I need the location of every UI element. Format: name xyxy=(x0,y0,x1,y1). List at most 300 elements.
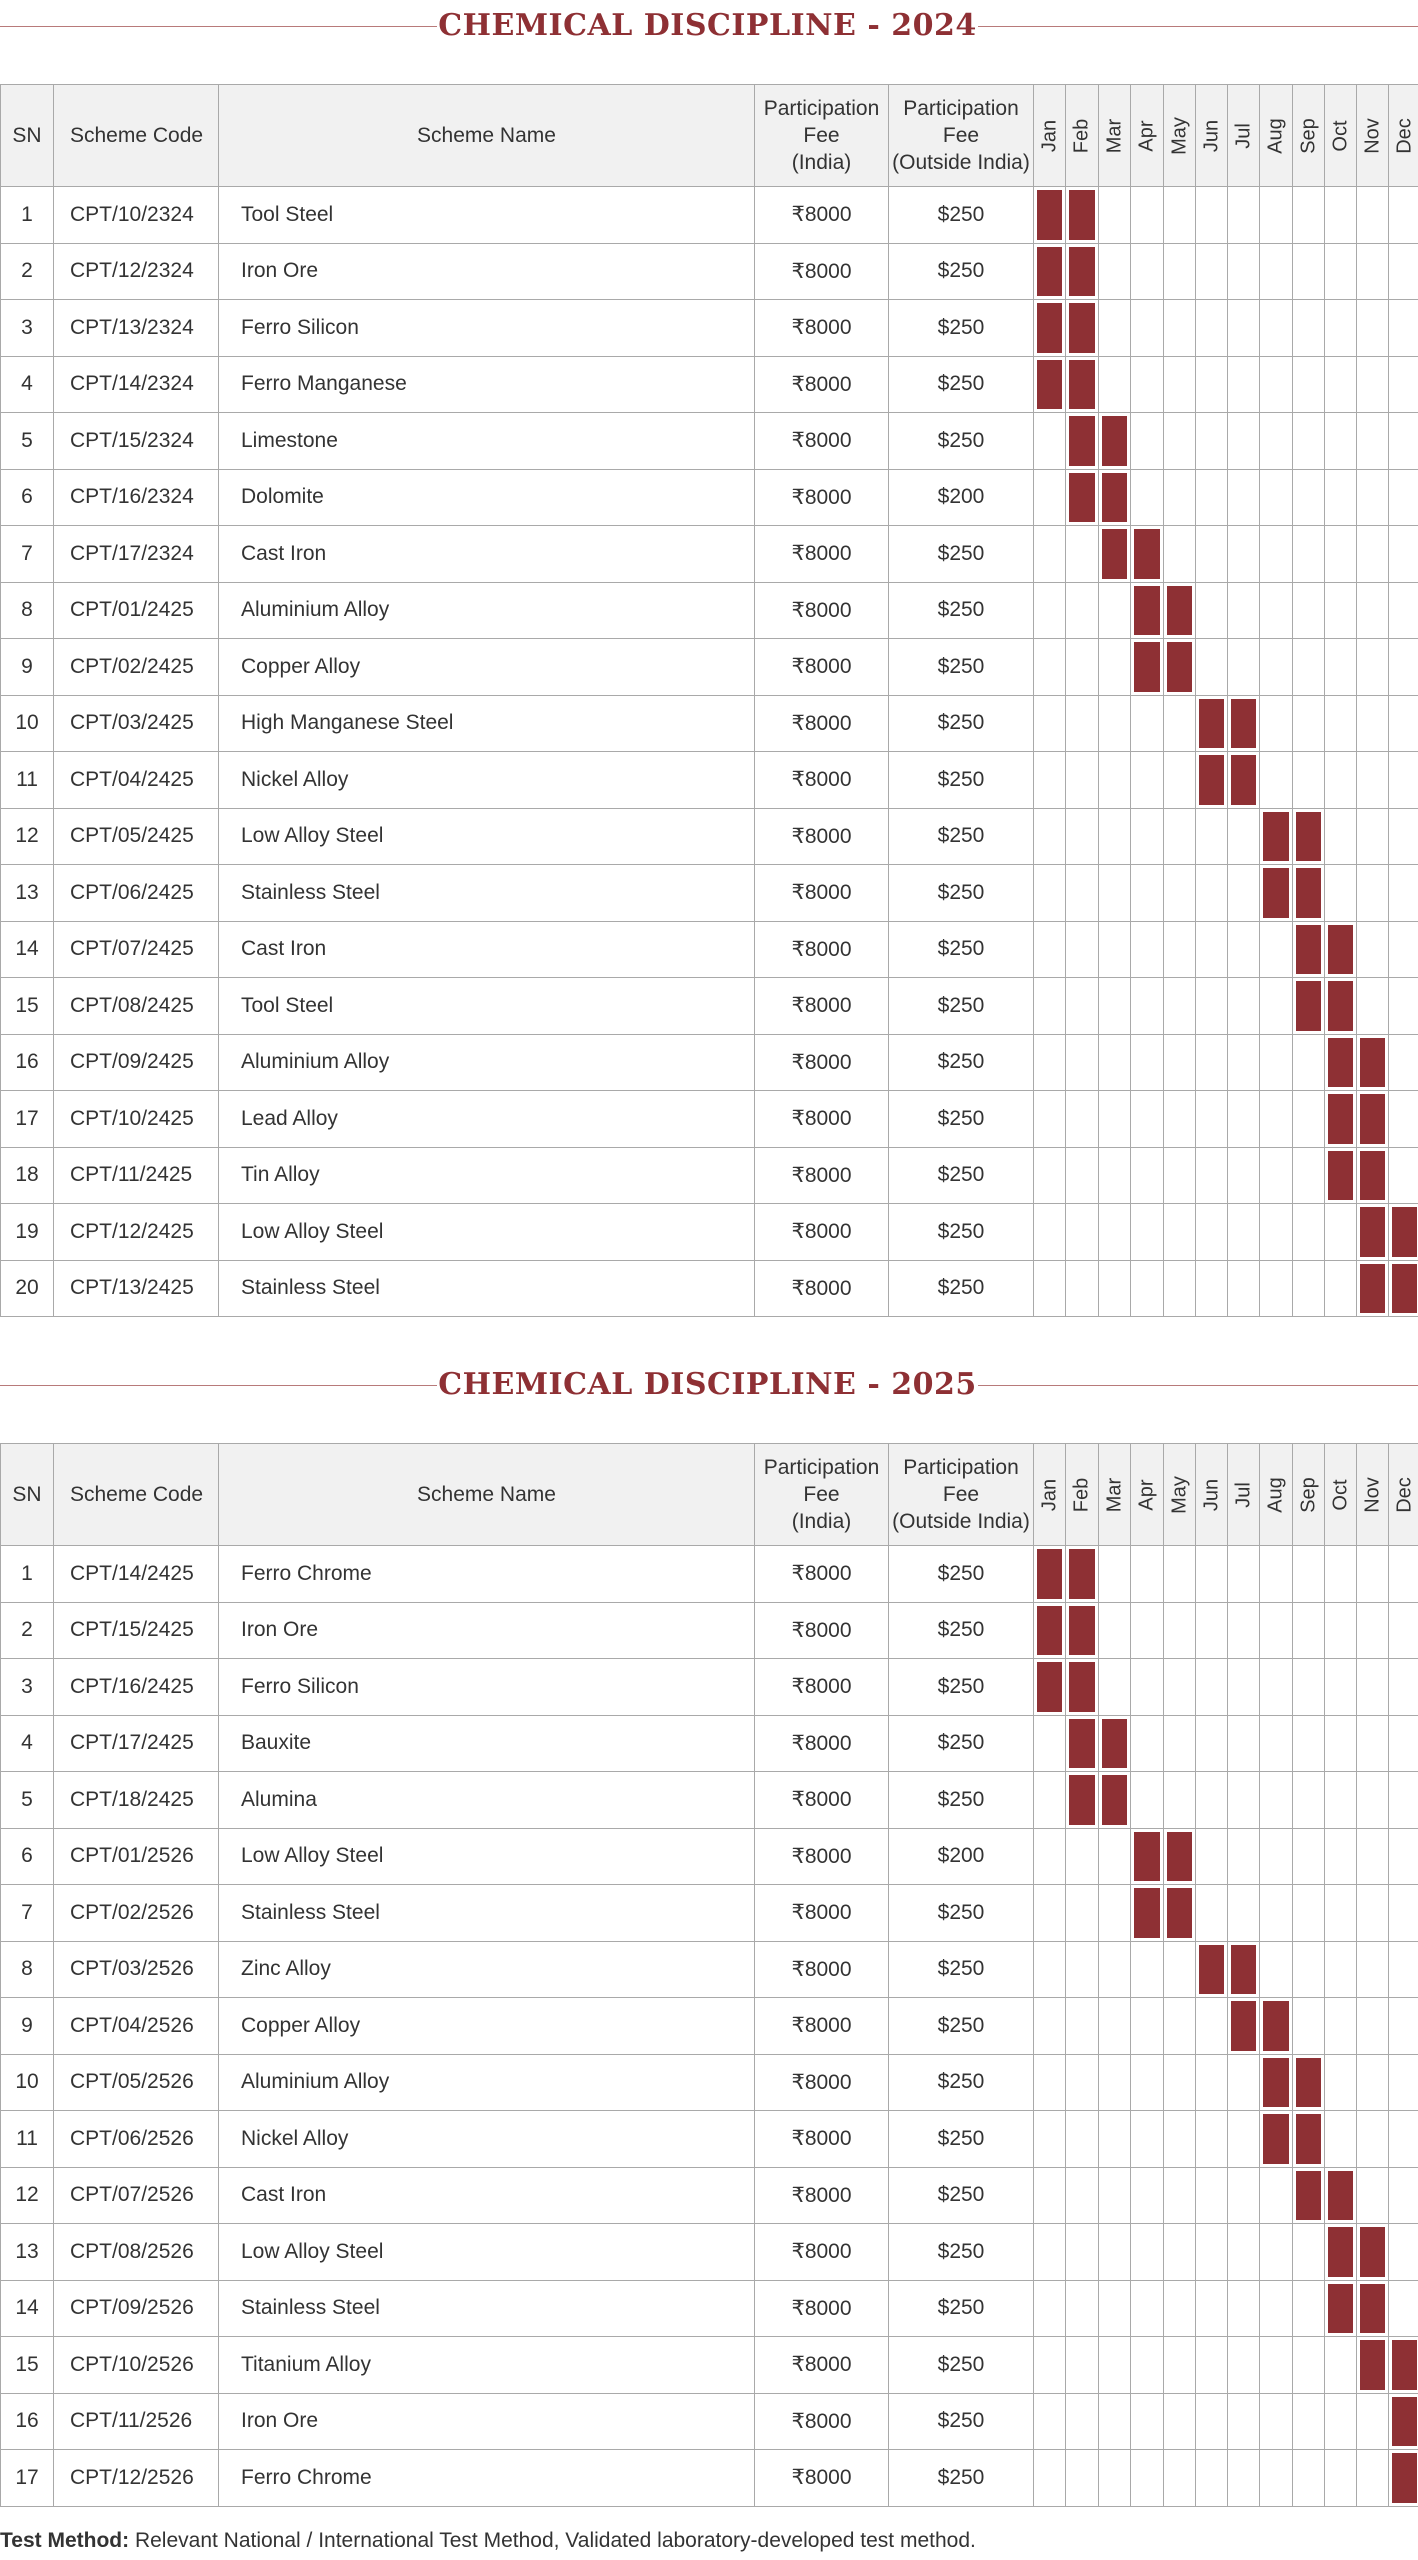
cell-fee-outside: $250 xyxy=(889,356,1034,413)
cell-month-jul xyxy=(1228,1260,1260,1317)
cell-scheme-name: Tool Steel xyxy=(219,978,755,1035)
cell-month-jun xyxy=(1196,2450,1228,2507)
cell-month-dec xyxy=(1389,1998,1418,2055)
cell-scheme-code: CPT/08/2526 xyxy=(54,2224,219,2281)
cell-month-sep xyxy=(1293,1147,1325,1204)
table-row xyxy=(1,2224,1418,2281)
schedule-marker xyxy=(1069,247,1095,297)
cell-month-may xyxy=(1164,921,1196,978)
cell-month-apr xyxy=(1131,1091,1164,1148)
cell-scheme-name: Alumina xyxy=(219,1772,755,1829)
cell-month-sep xyxy=(1293,2111,1325,2168)
cell-month-dec xyxy=(1389,1772,1418,1829)
cell-fee-india: ₹8000 xyxy=(755,978,889,1035)
cell-month-oct xyxy=(1325,187,1357,244)
cell-month-jun xyxy=(1196,1941,1228,1998)
table-row xyxy=(1,356,1418,413)
cell-month-dec xyxy=(1389,1147,1418,1204)
cell-month-nov xyxy=(1357,187,1389,244)
cell-month-sep xyxy=(1293,808,1325,865)
col-header-month-apr xyxy=(1131,1444,1164,1546)
cell-month-may xyxy=(1164,1941,1196,1998)
cell-scheme-code: CPT/05/2526 xyxy=(54,2054,219,2111)
cell-month-nov xyxy=(1357,469,1389,526)
cell-month-may xyxy=(1164,865,1196,922)
cell-month-sep xyxy=(1293,2337,1325,2394)
cell-sn: 14 xyxy=(1,2280,54,2337)
cell-month-oct xyxy=(1325,639,1357,696)
cell-month-feb xyxy=(1066,243,1099,300)
cell-fee-outside: $250 xyxy=(889,752,1034,809)
cell-month-apr xyxy=(1131,695,1164,752)
cell-month-jul xyxy=(1228,1998,1260,2055)
cell-month-jan xyxy=(1034,1998,1066,2055)
cell-month-jul xyxy=(1228,921,1260,978)
schedule-marker xyxy=(1360,2340,1385,2390)
cell-scheme-code: CPT/12/2425 xyxy=(54,1204,219,1261)
table-row xyxy=(1,2450,1418,2507)
cell-month-dec xyxy=(1389,356,1418,413)
cell-month-jun xyxy=(1196,356,1228,413)
cell-month-may xyxy=(1164,582,1196,639)
cell-month-jan xyxy=(1034,1659,1066,1716)
header-rule-right xyxy=(978,26,1418,27)
cell-month-may xyxy=(1164,413,1196,470)
cell-month-aug xyxy=(1260,2393,1293,2450)
cell-sn: 17 xyxy=(1,1091,54,1148)
cell-month-nov xyxy=(1357,2337,1389,2394)
cell-sn: 1 xyxy=(1,1546,54,1603)
header-line: Participation xyxy=(763,97,880,120)
col-header-month-oct xyxy=(1325,1444,1357,1546)
cell-month-apr xyxy=(1131,2450,1164,2507)
schedule-marker xyxy=(1360,2227,1385,2277)
cell-month-jul xyxy=(1228,2054,1260,2111)
col-header-month-jun xyxy=(1196,85,1228,187)
cell-month-nov xyxy=(1357,2224,1389,2281)
schedule-marker xyxy=(1134,1888,1160,1938)
schedule-marker xyxy=(1134,1832,1160,1882)
cell-month-jun xyxy=(1196,808,1228,865)
cell-month-feb xyxy=(1066,1546,1099,1603)
cell-month-jun xyxy=(1196,526,1228,583)
cell-month-nov xyxy=(1357,2280,1389,2337)
table-row xyxy=(1,243,1418,300)
col-header-month-feb xyxy=(1066,1444,1099,1546)
cell-scheme-name: Nickel Alloy xyxy=(219,752,755,809)
month-label: May xyxy=(1168,116,1190,155)
month-label: Oct xyxy=(1329,1478,1351,1511)
cell-month-oct xyxy=(1325,243,1357,300)
cell-sn: 1 xyxy=(1,187,54,244)
cell-sn: 7 xyxy=(1,1885,54,1942)
cell-month-feb xyxy=(1066,2337,1099,2394)
cell-scheme-code: CPT/02/2526 xyxy=(54,1885,219,1942)
cell-month-sep xyxy=(1293,1998,1325,2055)
schedule-marker xyxy=(1037,1662,1062,1712)
cell-fee-outside: $250 xyxy=(889,2393,1034,2450)
cell-month-aug xyxy=(1260,469,1293,526)
cell-month-oct xyxy=(1325,1828,1357,1885)
schedule-marker xyxy=(1360,1094,1385,1144)
cell-month-jul xyxy=(1228,639,1260,696)
cell-month-dec xyxy=(1389,1659,1418,1716)
cell-month-mar xyxy=(1099,1885,1131,1942)
cell-month-apr xyxy=(1131,1828,1164,1885)
schedule-marker xyxy=(1296,868,1321,918)
schedule-marker xyxy=(1069,360,1095,410)
cell-month-may xyxy=(1164,808,1196,865)
header-row xyxy=(1,1444,1418,1546)
cell-month-may xyxy=(1164,1034,1196,1091)
cell-sn: 17 xyxy=(1,2450,54,2507)
schedule-marker xyxy=(1069,473,1095,523)
cell-month-feb xyxy=(1066,582,1099,639)
cell-sn: 13 xyxy=(1,865,54,922)
cell-scheme-code: CPT/09/2526 xyxy=(54,2280,219,2337)
cell-fee-india: ₹8000 xyxy=(755,1715,889,1772)
cell-month-sep xyxy=(1293,1828,1325,1885)
cell-scheme-code: CPT/13/2425 xyxy=(54,1260,219,1317)
cell-month-jan xyxy=(1034,356,1066,413)
cell-month-aug xyxy=(1260,1772,1293,1829)
cell-fee-india: ₹8000 xyxy=(755,865,889,922)
cell-month-jan xyxy=(1034,2393,1066,2450)
cell-scheme-code: CPT/07/2425 xyxy=(54,921,219,978)
cell-scheme-name: Stainless Steel xyxy=(219,2280,755,2337)
cell-month-jul xyxy=(1228,526,1260,583)
cell-fee-outside: $250 xyxy=(889,978,1034,1035)
header-line: (India) xyxy=(791,1510,852,1533)
cell-month-jun xyxy=(1196,2167,1228,2224)
cell-sn: 10 xyxy=(1,695,54,752)
cell-month-jun xyxy=(1196,1715,1228,1772)
cell-month-aug xyxy=(1260,1034,1293,1091)
cell-month-feb xyxy=(1066,865,1099,922)
table-row xyxy=(1,865,1418,922)
header-line: Fee xyxy=(942,1483,980,1506)
col-header-scheme-name: Scheme Name xyxy=(219,85,755,187)
cell-month-apr xyxy=(1131,1998,1164,2055)
col-header-fee-outside xyxy=(889,1444,1034,1546)
cell-month-aug xyxy=(1260,1941,1293,1998)
section-title: CHEMICAL DISCIPLINE - 2024 xyxy=(438,8,977,43)
cell-month-jan xyxy=(1034,2337,1066,2394)
cell-month-may xyxy=(1164,1091,1196,1148)
cell-month-mar xyxy=(1099,2280,1131,2337)
cell-month-nov xyxy=(1357,1772,1389,1829)
cell-month-feb xyxy=(1066,1885,1099,1942)
cell-month-mar xyxy=(1099,526,1131,583)
cell-fee-outside: $250 xyxy=(889,413,1034,470)
cell-month-may xyxy=(1164,1715,1196,1772)
cell-month-oct xyxy=(1325,469,1357,526)
cell-month-may xyxy=(1164,639,1196,696)
header-row xyxy=(1,85,1418,187)
cell-month-jul xyxy=(1228,2393,1260,2450)
cell-sn: 6 xyxy=(1,469,54,526)
cell-month-apr xyxy=(1131,808,1164,865)
cell-month-aug xyxy=(1260,1715,1293,1772)
cell-fee-outside: $250 xyxy=(889,582,1034,639)
schedule-marker xyxy=(1328,1094,1353,1144)
cell-month-aug xyxy=(1260,1091,1293,1148)
table-row xyxy=(1,1204,1418,1261)
month-label: Jun xyxy=(1200,119,1222,152)
cell-month-feb xyxy=(1066,1659,1099,1716)
col-header-month-feb xyxy=(1066,85,1099,187)
cell-month-apr xyxy=(1131,752,1164,809)
cell-month-dec xyxy=(1389,1828,1418,1885)
cell-month-aug xyxy=(1260,2111,1293,2168)
cell-month-jul xyxy=(1228,413,1260,470)
cell-month-apr xyxy=(1131,921,1164,978)
month-label: Sep xyxy=(1297,1476,1319,1513)
cell-month-aug xyxy=(1260,1659,1293,1716)
cell-month-oct xyxy=(1325,356,1357,413)
cell-month-mar xyxy=(1099,187,1131,244)
cell-scheme-name: Copper Alloy xyxy=(219,639,755,696)
cell-scheme-name: Iron Ore xyxy=(219,1602,755,1659)
cell-month-may xyxy=(1164,243,1196,300)
cell-scheme-name: Lead Alloy xyxy=(219,1091,755,1148)
cell-month-dec xyxy=(1389,2111,1418,2168)
cell-month-mar xyxy=(1099,413,1131,470)
cell-month-jan xyxy=(1034,695,1066,752)
table-row xyxy=(1,2167,1418,2224)
cell-fee-india: ₹8000 xyxy=(755,413,889,470)
cell-month-sep xyxy=(1293,2393,1325,2450)
cell-fee-outside: $250 xyxy=(889,1715,1034,1772)
schedule-marker xyxy=(1263,2001,1289,2051)
section-header-2025 xyxy=(0,1359,1418,1411)
cell-month-feb xyxy=(1066,1998,1099,2055)
cell-fee-india: ₹8000 xyxy=(755,187,889,244)
header-line: Participation xyxy=(903,97,1019,120)
cell-month-apr xyxy=(1131,1147,1164,1204)
cell-scheme-name: Cast Iron xyxy=(219,2167,755,2224)
cell-month-jan xyxy=(1034,2450,1066,2507)
cell-month-may xyxy=(1164,2054,1196,2111)
cell-month-jul xyxy=(1228,1546,1260,1603)
cell-month-apr xyxy=(1131,1260,1164,1317)
cell-month-feb xyxy=(1066,1772,1099,1829)
cell-month-jan xyxy=(1034,1204,1066,1261)
cell-month-nov xyxy=(1357,356,1389,413)
cell-fee-india: ₹8000 xyxy=(755,808,889,865)
cell-sn: 4 xyxy=(1,356,54,413)
cell-month-dec xyxy=(1389,639,1418,696)
table-row xyxy=(1,695,1418,752)
schedule-marker xyxy=(1296,812,1321,862)
cell-month-apr xyxy=(1131,2337,1164,2394)
cell-month-jun xyxy=(1196,2280,1228,2337)
cell-month-jul xyxy=(1228,2167,1260,2224)
schedule-marker xyxy=(1296,2114,1321,2164)
cell-month-may xyxy=(1164,2393,1196,2450)
cell-month-mar xyxy=(1099,1659,1131,1716)
cell-month-mar xyxy=(1099,808,1131,865)
cell-scheme-code: CPT/11/2425 xyxy=(54,1147,219,1204)
cell-fee-india: ₹8000 xyxy=(755,1659,889,1716)
cell-fee-india: ₹8000 xyxy=(755,526,889,583)
cell-month-jun xyxy=(1196,1602,1228,1659)
cell-month-aug xyxy=(1260,2337,1293,2394)
month-label: Sep xyxy=(1297,117,1319,154)
schedule-marker xyxy=(1296,981,1321,1031)
cell-month-oct xyxy=(1325,1147,1357,1204)
cell-month-jan xyxy=(1034,526,1066,583)
cell-month-dec xyxy=(1389,1091,1418,1148)
test-method-label: Test Method: xyxy=(0,2529,130,2552)
cell-month-feb xyxy=(1066,2167,1099,2224)
cell-sn: 5 xyxy=(1,1772,54,1829)
cell-month-mar xyxy=(1099,243,1131,300)
cell-month-aug xyxy=(1260,187,1293,244)
cell-month-sep xyxy=(1293,356,1325,413)
cell-month-jun xyxy=(1196,1091,1228,1148)
cell-month-nov xyxy=(1357,1034,1389,1091)
cell-month-jul xyxy=(1228,865,1260,922)
schedule-marker xyxy=(1360,1151,1385,1201)
cell-month-feb xyxy=(1066,1602,1099,1659)
cell-month-jan xyxy=(1034,639,1066,696)
cell-month-aug xyxy=(1260,300,1293,357)
table-row xyxy=(1,1998,1418,2055)
cell-month-jul xyxy=(1228,978,1260,1035)
cell-month-nov xyxy=(1357,752,1389,809)
cell-month-feb xyxy=(1066,526,1099,583)
cell-month-may xyxy=(1164,978,1196,1035)
cell-month-jun xyxy=(1196,978,1228,1035)
cell-month-nov xyxy=(1357,1715,1389,1772)
cell-month-jul xyxy=(1228,1602,1260,1659)
cell-month-sep xyxy=(1293,300,1325,357)
cell-month-mar xyxy=(1099,300,1131,357)
schedule-marker xyxy=(1102,1719,1127,1769)
cell-sn: 9 xyxy=(1,639,54,696)
table-row xyxy=(1,1260,1418,1317)
cell-month-jun xyxy=(1196,2054,1228,2111)
cell-month-apr xyxy=(1131,1941,1164,1998)
cell-month-dec xyxy=(1389,1885,1418,1942)
cell-month-feb xyxy=(1066,1828,1099,1885)
col-header-month-nov xyxy=(1357,85,1389,187)
cell-month-feb xyxy=(1066,2450,1099,2507)
cell-fee-outside: $250 xyxy=(889,1998,1034,2055)
cell-scheme-code: CPT/07/2526 xyxy=(54,2167,219,2224)
cell-month-mar xyxy=(1099,582,1131,639)
month-label: Nov xyxy=(1361,1476,1383,1513)
schedule-marker xyxy=(1037,190,1062,240)
cell-month-mar xyxy=(1099,1034,1131,1091)
col-header-month-jun xyxy=(1196,1444,1228,1546)
cell-fee-india: ₹8000 xyxy=(755,2224,889,2281)
cell-month-may xyxy=(1164,752,1196,809)
cell-month-apr xyxy=(1131,2167,1164,2224)
cell-fee-india: ₹8000 xyxy=(755,2450,889,2507)
cell-month-apr xyxy=(1131,187,1164,244)
cell-month-sep xyxy=(1293,1941,1325,1998)
cell-month-feb xyxy=(1066,978,1099,1035)
cell-scheme-name: Nickel Alloy xyxy=(219,2111,755,2168)
schedule-marker xyxy=(1328,925,1353,975)
cell-month-dec xyxy=(1389,2054,1418,2111)
cell-month-sep xyxy=(1293,526,1325,583)
header-rule-left xyxy=(0,1385,437,1386)
table-row xyxy=(1,2054,1418,2111)
cell-month-apr xyxy=(1131,413,1164,470)
cell-sn: 8 xyxy=(1,582,54,639)
cell-month-jun xyxy=(1196,187,1228,244)
cell-fee-outside: $250 xyxy=(889,2167,1034,2224)
cell-month-may xyxy=(1164,1659,1196,1716)
cell-month-mar xyxy=(1099,1546,1131,1603)
col-header-month-jul xyxy=(1228,1444,1260,1546)
cell-month-jun xyxy=(1196,1885,1228,1942)
table-row xyxy=(1,1546,1418,1603)
schedule-marker xyxy=(1231,2001,1256,2051)
cell-month-jun xyxy=(1196,695,1228,752)
cell-month-oct xyxy=(1325,1885,1357,1942)
schedule-table-2024 xyxy=(0,84,1418,1317)
schedule-marker xyxy=(1231,755,1256,805)
cell-month-jul xyxy=(1228,1034,1260,1091)
cell-fee-india: ₹8000 xyxy=(755,752,889,809)
month-label: Dec xyxy=(1393,1476,1415,1513)
month-label: Jan xyxy=(1038,119,1060,152)
cell-month-jun xyxy=(1196,1546,1228,1603)
cell-month-aug xyxy=(1260,582,1293,639)
col-header-month-mar xyxy=(1099,85,1131,187)
cell-sn: 4 xyxy=(1,1715,54,1772)
cell-month-aug xyxy=(1260,1204,1293,1261)
cell-month-nov xyxy=(1357,243,1389,300)
schedule-marker xyxy=(1296,925,1321,975)
month-label: Dec xyxy=(1393,117,1415,154)
cell-month-oct xyxy=(1325,413,1357,470)
cell-month-feb xyxy=(1066,2280,1099,2337)
cell-month-feb xyxy=(1066,469,1099,526)
cell-month-aug xyxy=(1260,639,1293,696)
cell-fee-outside: $250 xyxy=(889,808,1034,865)
schedule-marker xyxy=(1392,2397,1417,2447)
col-header-month-jan xyxy=(1034,1444,1066,1546)
cell-month-sep xyxy=(1293,639,1325,696)
cell-month-jun xyxy=(1196,921,1228,978)
cell-sn: 2 xyxy=(1,1602,54,1659)
cell-fee-india: ₹8000 xyxy=(755,1091,889,1148)
cell-month-dec xyxy=(1389,865,1418,922)
test-method-note xyxy=(0,2526,1418,2556)
schedule-marker xyxy=(1392,2340,1417,2390)
cell-scheme-code: CPT/05/2425 xyxy=(54,808,219,865)
cell-month-jan xyxy=(1034,978,1066,1035)
cell-scheme-name: Zinc Alloy xyxy=(219,1941,755,1998)
table-row xyxy=(1,469,1418,526)
cell-month-aug xyxy=(1260,1602,1293,1659)
cell-fee-outside: $250 xyxy=(889,2054,1034,2111)
col-header-month-jan xyxy=(1034,85,1066,187)
cell-scheme-code: CPT/06/2526 xyxy=(54,2111,219,2168)
schedule-marker xyxy=(1263,2114,1289,2164)
cell-month-mar xyxy=(1099,1147,1131,1204)
schedule-marker xyxy=(1069,190,1095,240)
cell-fee-outside: $250 xyxy=(889,1260,1034,1317)
cell-month-feb xyxy=(1066,752,1099,809)
cell-month-sep xyxy=(1293,2280,1325,2337)
cell-scheme-code: CPT/17/2324 xyxy=(54,526,219,583)
